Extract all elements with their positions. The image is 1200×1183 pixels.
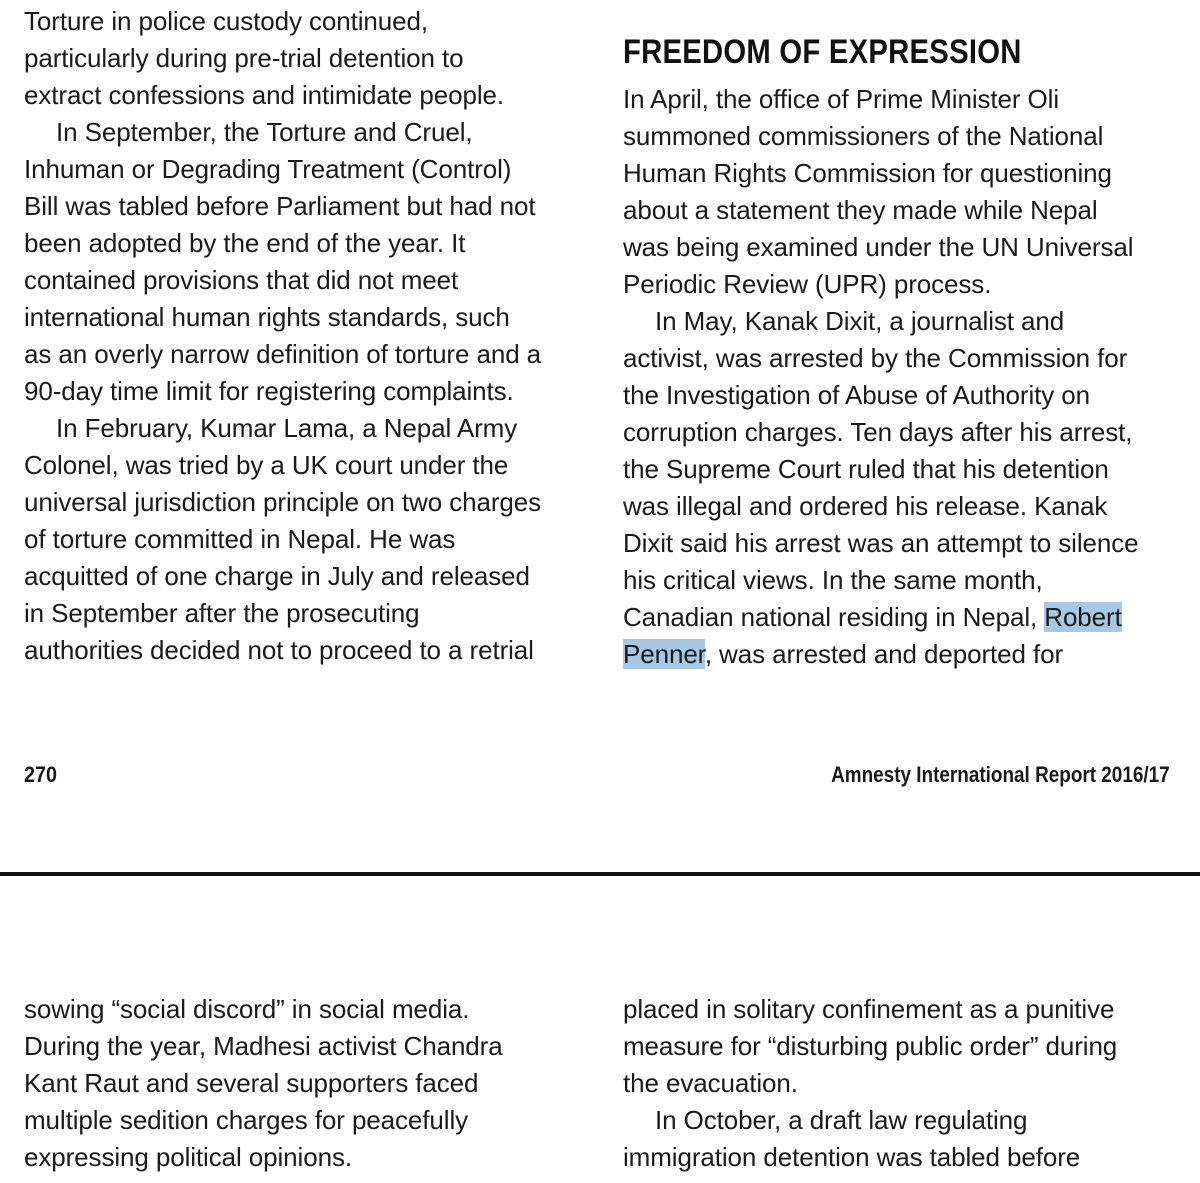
text-line: about a statement they made while Nepal (623, 195, 1098, 225)
text-line: been adopted by the end of the year. It (24, 228, 466, 258)
text-line: placed in solitary confinement as a punitive (623, 994, 1115, 1024)
text-line: extract confessions and intimidate people. (24, 80, 504, 110)
left-column-text (24, 3, 584, 669)
cropped-glyph-fragment (790, 0, 850, 2)
text-line: Dixit said his arrest was an attempt to silence (623, 528, 1139, 558)
text-line: corruption charges. Ten days after his arrest, (623, 417, 1133, 447)
text-line: 90-day time limit for registering complaints. (24, 376, 514, 406)
page-number: 270 (24, 762, 58, 787)
text-line: In September, the Torture and Cruel, (56, 117, 473, 147)
left-column-text-bottom (24, 991, 584, 1176)
text-line: the Supreme Court ruled that his detention (623, 454, 1109, 484)
text-line: contained provisions that did not meet (24, 265, 459, 295)
text-after-highlight: , was arrested and deported for (704, 639, 1064, 669)
text-line: in September after the prosecuting (24, 598, 420, 628)
text-line: Kant Raut and several supporters faced (24, 1068, 479, 1098)
text-line: In May, Kanak Dixit, a journalist and (655, 306, 1065, 336)
text-line: Human Rights Commission for questioning (623, 158, 1112, 188)
text-line: the evacuation. (623, 1068, 798, 1098)
text-line: expressing political opinions. (24, 1142, 352, 1172)
report-page-next (0, 876, 1200, 1183)
text-line: In February, Kumar Lama, a Nepal Army (56, 413, 518, 443)
text-line: During the year, Madhesi activist Chandra (24, 1031, 503, 1061)
text-line: In October, a draft law regulating (655, 1105, 1028, 1135)
text-line: international human rights standards, such (24, 302, 510, 332)
text-before-highlight: Canadian national residing in Nepal, (623, 602, 1045, 632)
right-column-text (623, 81, 1183, 673)
text-line: Colonel, was tried by a UK court under the (24, 450, 509, 480)
text-line: universal jurisdiction principle on two charges (24, 487, 542, 517)
section-heading: FREEDOM OF EXPRESSION (623, 33, 1022, 71)
text-line: was being examined under the UN Universal (623, 232, 1134, 262)
selected-text-penner[interactable]: Penner (623, 639, 705, 669)
text-line: his critical views. In the same month, (623, 565, 1043, 595)
text-line: activist, was arrested by the Commission for (623, 343, 1128, 373)
text-line: immigration detention was tabled before (623, 1142, 1081, 1172)
text-line: In April, the office of Prime Minister Oli (623, 84, 1060, 114)
text-line: of torture committed in Nepal. He was (24, 524, 456, 554)
text-line: multiple sedition charges for peacefully (24, 1105, 469, 1135)
text-line-highlight-1 (623, 599, 1183, 636)
text-line: Bill was tabled before Parliament but had not (24, 191, 536, 221)
text-line: as an overly narrow definition of torture and a (24, 339, 542, 369)
right-column-lines (623, 81, 1183, 599)
text-line: the Investigation of Abuse of Authority on (623, 380, 1091, 410)
text-line: was illegal and ordered his release. Kanak (623, 491, 1108, 521)
selected-text-robert[interactable]: Robert (1044, 602, 1122, 632)
text-line: acquitted of one charge in July and released (24, 561, 530, 591)
text-line: Torture in police custody continued, (24, 6, 428, 36)
report-title-footer: Amnesty International Report 2016/17 (831, 762, 1170, 787)
text-line-highlight-2 (623, 636, 1183, 673)
text-line: Inhuman or Degrading Treatment (Control) (24, 154, 512, 184)
text-line: measure for “disturbing public order” during (623, 1031, 1118, 1061)
text-line: particularly during pre-trial detention to (24, 43, 464, 73)
text-line: authorities decided not to proceed to a retrial (24, 635, 534, 665)
right-column-text-bottom (623, 991, 1183, 1176)
text-line: Periodic Review (UPR) process. (623, 269, 992, 299)
text-line: sowing “social discord” in social media. (24, 994, 470, 1024)
text-line: summoned commissioners of the National (623, 121, 1104, 151)
